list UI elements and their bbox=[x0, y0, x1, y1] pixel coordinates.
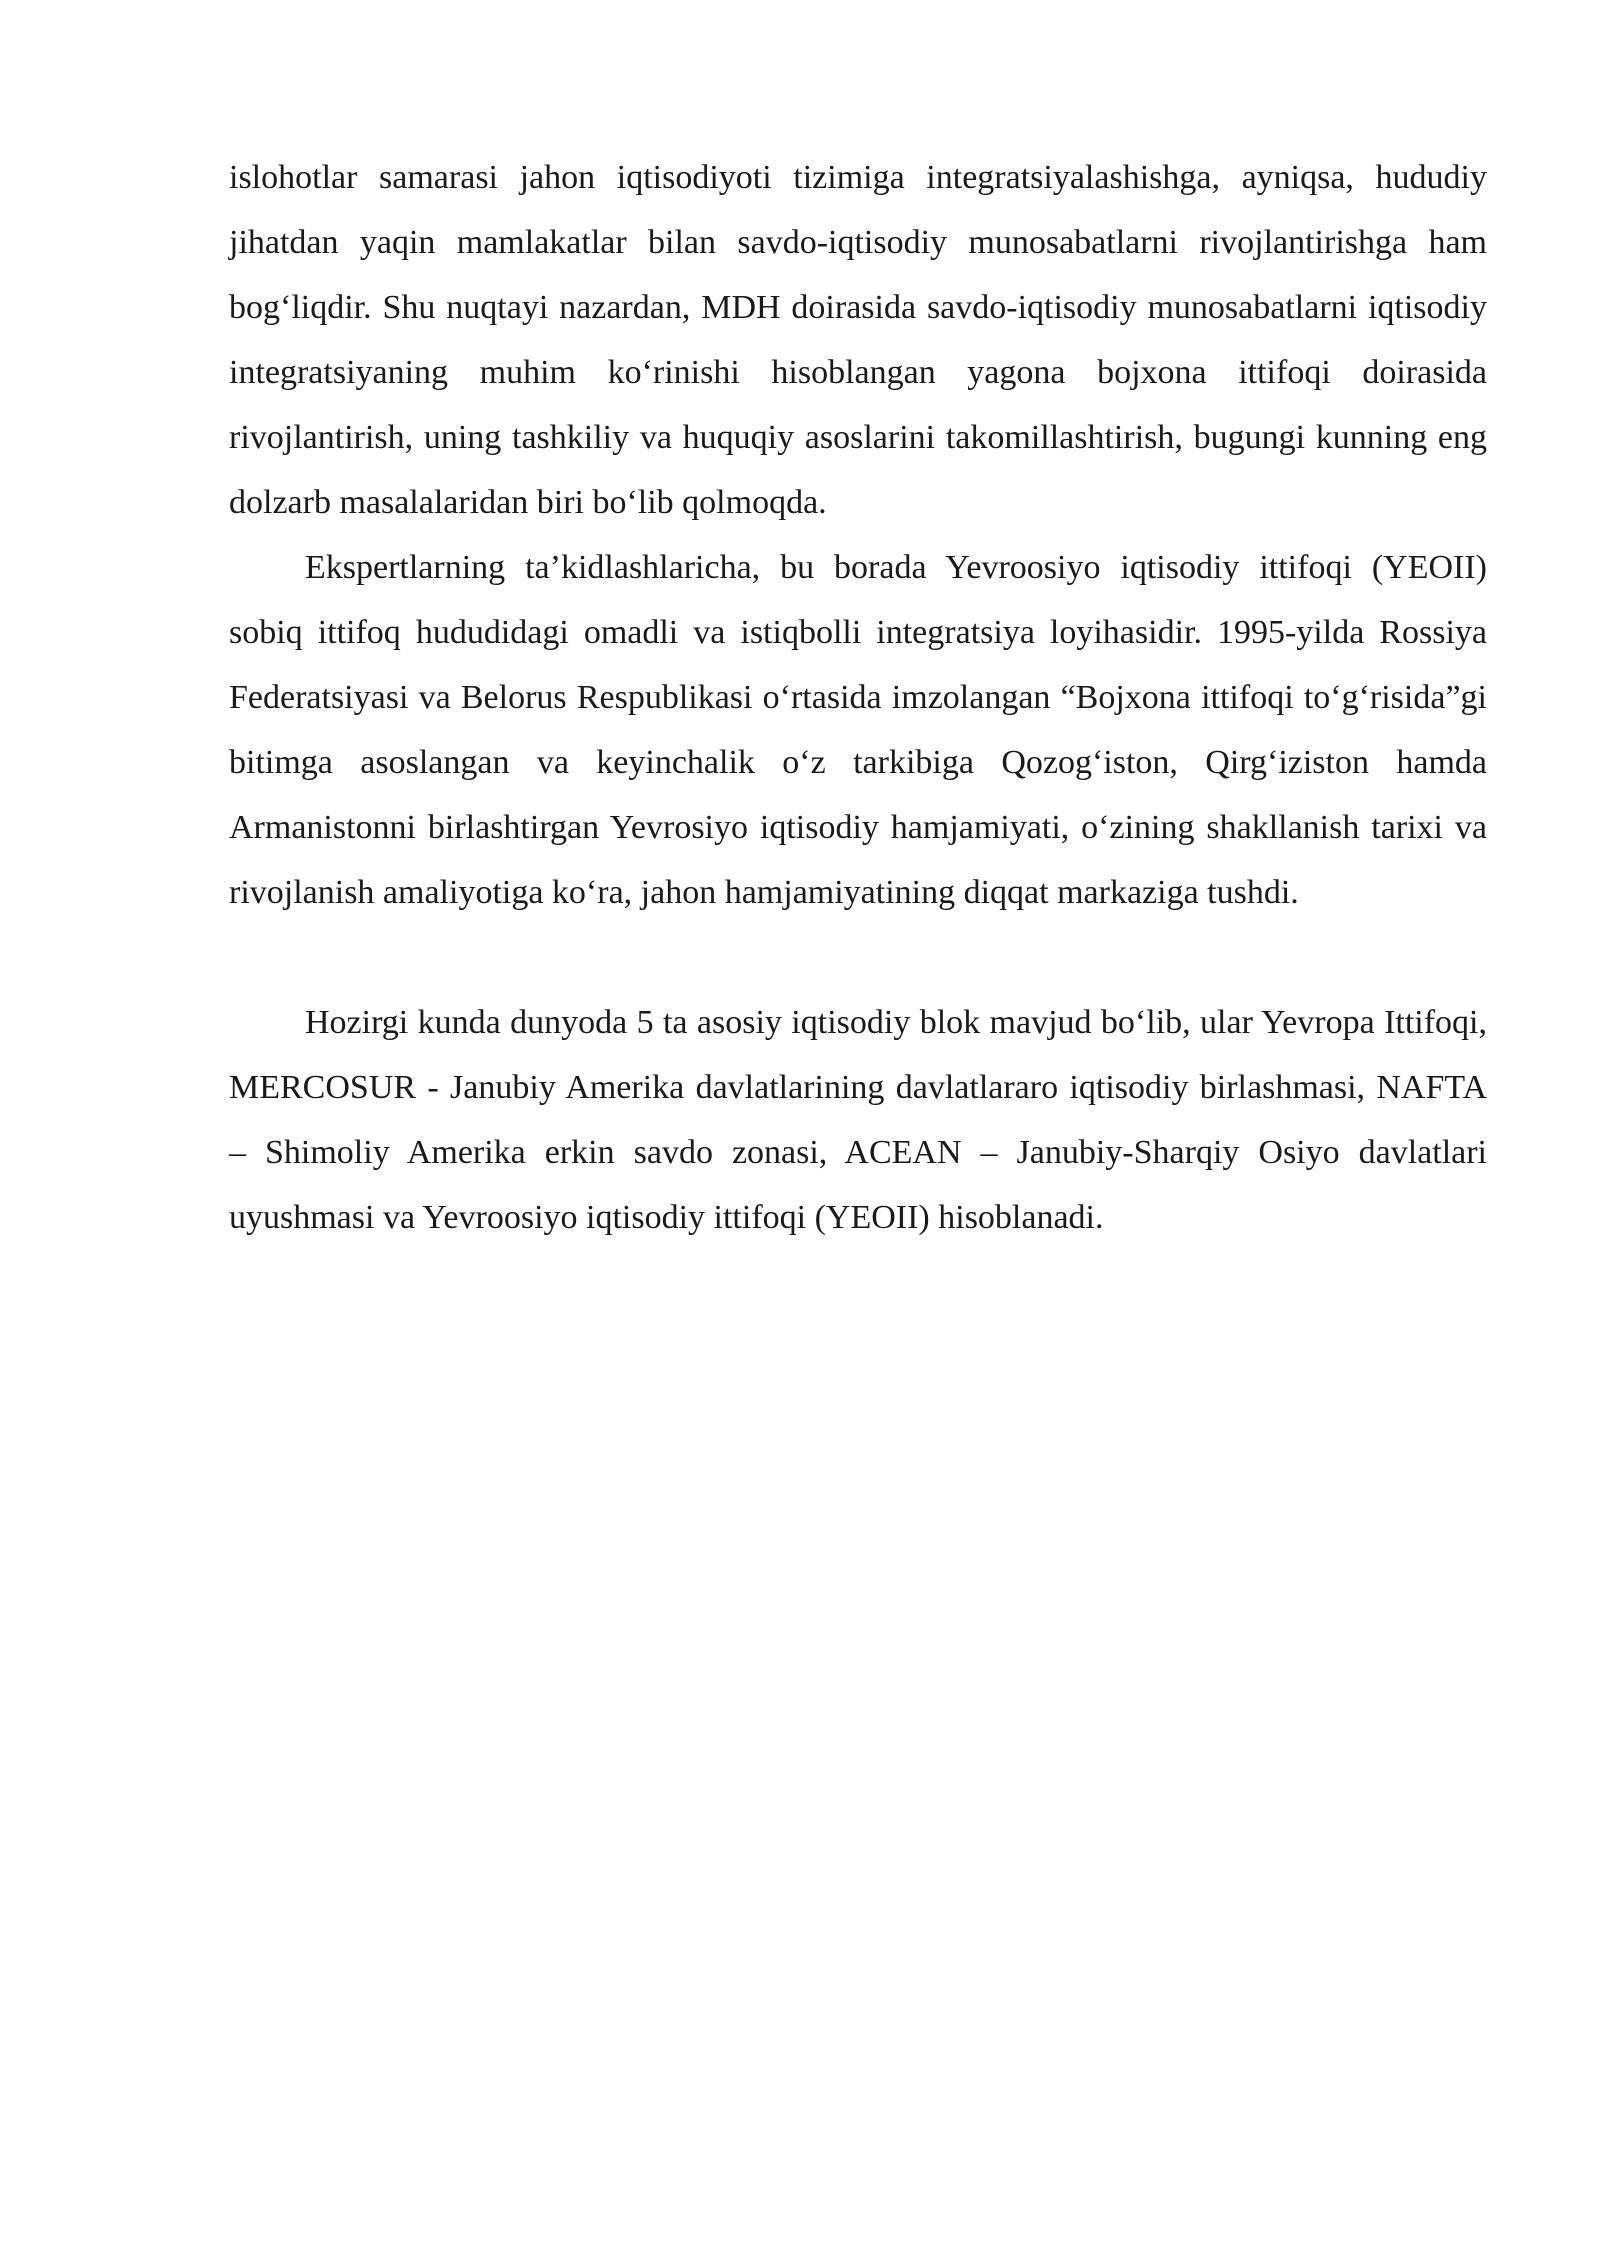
paragraph-economic-blocs: Hozirgi kunda dunyoda 5 ta asosiy iqtisodiy blok mavjud bo‘lib, ular Yevropa Ittifoqi, MERCOSUR - Janubiy Amerika davlatlarining davlatlararo iqtisodiy birlashmasi, NAFTA – Shimoliy Amerika erkin savdo zonasi, ACEAN – Janubiy-Sharqiy Osiyo davlatlari uyushmasi va Yevroosiyo iqtisodiy ittifoqi (YEOII) hisoblanadi. bbox=[229, 1004, 1487, 1236]
paragraph-experts: Ekspertlarning ta’kidlashlaricha, bu borada Yevroosiyo iqtisodiy ittifoqi (YEOII) sobiq ittifoq hududidagi omadli va istiqbolli integratsiya loyihasidir. 1995-yilda Rossiya Federatsiyasi va Belorus Respublikasi o‘rtasida imzolangan “Bojxona ittifoqi to‘g‘risida”gi bitimga asoslangan va keyinchalik o‘z tarkibiga Qozog‘iston, Qirg‘iziston hamda Armanistonni birlashtirgan Yevrosiyo iqtisodiy hamjamiyati, o‘zining shakllanish tarixi va rivojlanish amaliyotiga ko‘ra, jahon hamjamiyatining diqqat markaziga tushdi. bbox=[229, 549, 1487, 911]
paragraph-continuation: islohotlar samarasi jahon iqtisodiyoti tizimiga integratsiyalashishga, ayniqsa, hududiy jihatdan yaqin mamlakatlar bilan savdo-iqtisodiy munosabatlarni rivojlantirishga ham bog‘liqdir. Shu nuqtayi nazardan, MDH doirasida savdo-iqtisodiy munosabatlarni iqtisodiy integratsiyaning muhim ko‘rinishi hisoblangan yagona bojxona ittifoqi doirasida rivojlantirish, uning tashkiliy va huquqiy asoslarini takomillashtirish, bugungi kunning eng dolzarb masalalaridan biri bo‘lib qolmoqda. bbox=[229, 159, 1487, 521]
document-body bbox=[229, 145, 1487, 1250]
